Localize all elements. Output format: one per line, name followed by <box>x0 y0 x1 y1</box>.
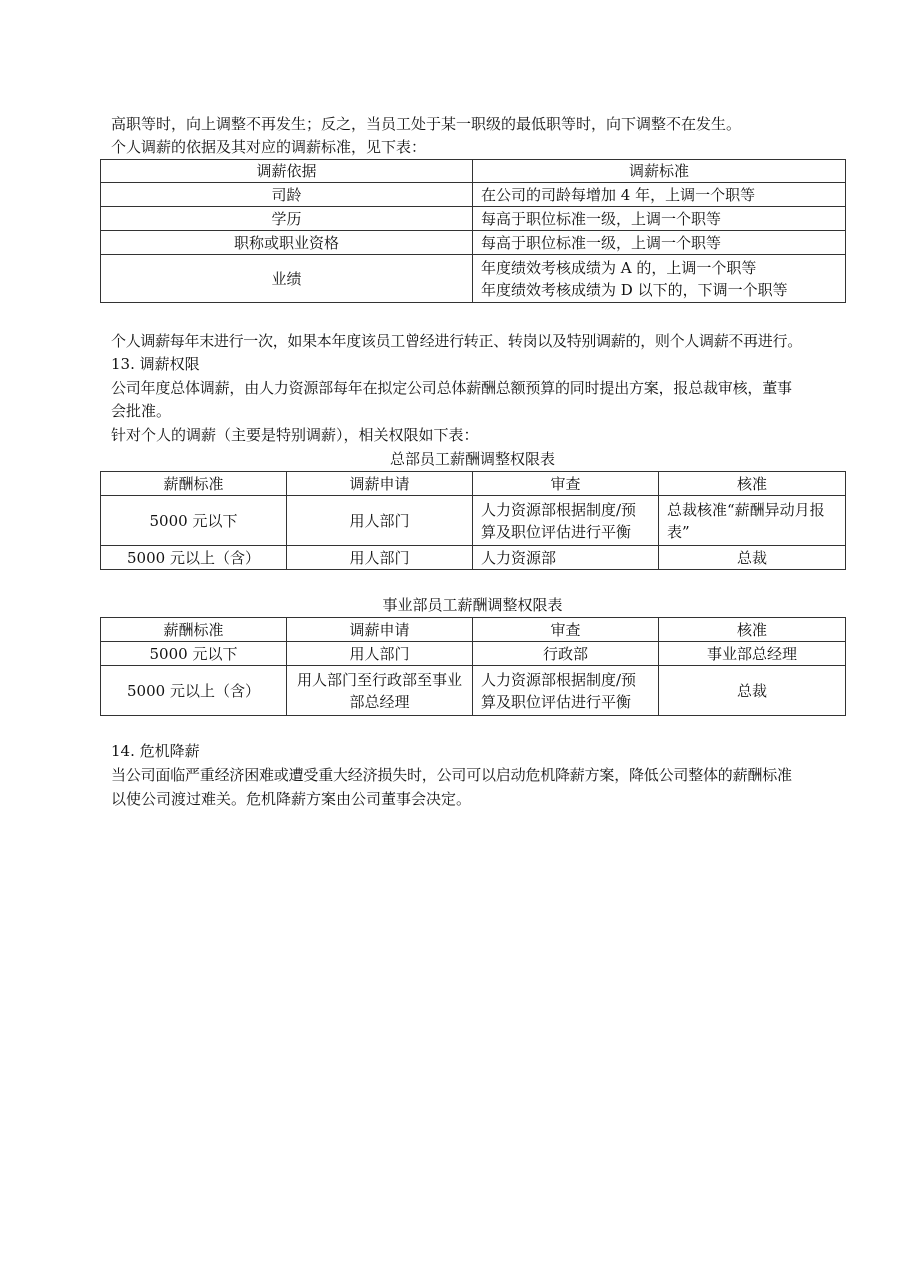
hq-authority-table <box>100 471 846 570</box>
header-cell-application: 调薪申请 <box>287 618 473 642</box>
table-row <box>101 207 846 231</box>
paragraph-annual-adjustment: 个人调薪每年末进行一次，如果本年度该员工曾经进行转正、转岗以及特别调薪的，则个人调薪不再进行。 <box>111 332 802 350</box>
heading-13: 13. 调薪权限 <box>111 355 200 373</box>
standard-cell <box>473 255 846 303</box>
approval-text: 总裁核准“薪酬异动月报表” <box>667 500 825 541</box>
bu-authority-table <box>100 617 846 716</box>
basis-cell: 学历 <box>101 207 473 231</box>
basis-cell: 职称或职业资格 <box>101 231 473 255</box>
application-cell: 用人部门 <box>287 642 473 666</box>
application-cell: 用人部门 <box>287 496 473 546</box>
review-cell: 人力资源部 <box>473 546 659 570</box>
header-cell-salary-standard: 薪酬标准 <box>101 618 287 642</box>
header-cell-standard: 调薪标准 <box>473 160 846 183</box>
approval-cell: 总裁 <box>659 546 846 570</box>
header-cell-approval: 核准 <box>659 472 846 496</box>
salary-standard-cell: 5000 元以下 <box>101 496 287 546</box>
table-header-row <box>101 618 846 642</box>
salary-standard-cell: 5000 元以上（含） <box>101 666 287 716</box>
table-row <box>101 546 846 570</box>
table-row <box>101 666 846 716</box>
heading-14: 14. 危机降薪 <box>111 742 200 760</box>
standard-cell: 每高于职位标准一级，上调一个职等 <box>473 231 846 255</box>
review-text: 人力资源部根据制度/预算及职位评估进行平衡 <box>481 500 637 541</box>
standard-line: 年度绩效考核成绩为 A 的，上调一个职等 <box>481 258 757 277</box>
paragraph-crisis-line-1: 当公司面临严重经济困难或遭受重大经济损失时，公司可以启动危机降薪方案，降低公司整体的薪酬标准 <box>111 766 792 784</box>
hq-table-caption: 总部员工薪酬调整权限表 <box>389 450 555 468</box>
salary-standard-cell: 5000 元以下 <box>101 642 287 666</box>
header-cell-application: 调薪申请 <box>287 472 473 496</box>
table-row <box>101 496 846 546</box>
review-text: 人力资源部根据制度/预算及职位评估进行平衡 <box>481 670 637 711</box>
review-cell: 行政部 <box>473 642 659 666</box>
bu-table-caption: 事业部员工薪酬调整权限表 <box>382 596 563 614</box>
review-cell <box>473 496 659 546</box>
paragraph-overall-adjustment-line-2: 会批准。 <box>111 402 172 420</box>
approval-cell: 总裁 <box>659 666 846 716</box>
header-cell-salary-standard: 薪酬标准 <box>101 472 287 496</box>
salary-standard-cell: 5000 元以上（含） <box>101 546 287 570</box>
approval-cell <box>659 496 846 546</box>
paragraph-overall-adjustment-line-1: 公司年度总体调薪，由人力资源部每年在拟定公司总体薪酬总额预算的同时提出方案，报总裁审核，董事 <box>111 379 792 397</box>
header-cell-basis: 调薪依据 <box>101 160 473 183</box>
application-text: 用人部门至行政部至事业部总经理 <box>296 670 462 711</box>
table-row <box>101 255 846 303</box>
approval-cell: 事业部总经理 <box>659 642 846 666</box>
salary-basis-table <box>100 159 846 303</box>
header-cell-review: 审查 <box>473 472 659 496</box>
standard-cell: 在公司的司龄每增加 4 年，上调一个职等 <box>473 183 846 207</box>
review-cell <box>473 666 659 716</box>
table-row <box>101 231 846 255</box>
intro-line-1: 高职等时，向上调整不再发生；反之，当员工处于某一职级的最低职等时，向下调整不在发生。 <box>111 115 742 133</box>
basis-cell: 司龄 <box>101 183 473 207</box>
basis-cell: 业绩 <box>101 255 473 303</box>
table-header-row <box>101 472 846 496</box>
header-cell-approval: 核准 <box>659 618 846 642</box>
header-cell-review: 审查 <box>473 618 659 642</box>
application-cell <box>287 666 473 716</box>
paragraph-individual-adjustment: 针对个人的调薪（主要是特别调薪），相关权限如下表： <box>111 426 479 444</box>
table-row <box>101 642 846 666</box>
table-header-row <box>101 160 846 183</box>
application-cell: 用人部门 <box>287 546 473 570</box>
standard-cell: 每高于职位标准一级，上调一个职等 <box>473 207 846 231</box>
paragraph-crisis-line-2: 以使公司渡过难关。危机降薪方案由公司董事会决定。 <box>111 790 472 808</box>
standard-line: 年度绩效考核成绩为 D 以下的，下调一个职等 <box>481 280 788 299</box>
intro-line-2: 个人调薪的依据及其对应的调薪标准，见下表： <box>111 138 427 156</box>
table-row <box>101 183 846 207</box>
